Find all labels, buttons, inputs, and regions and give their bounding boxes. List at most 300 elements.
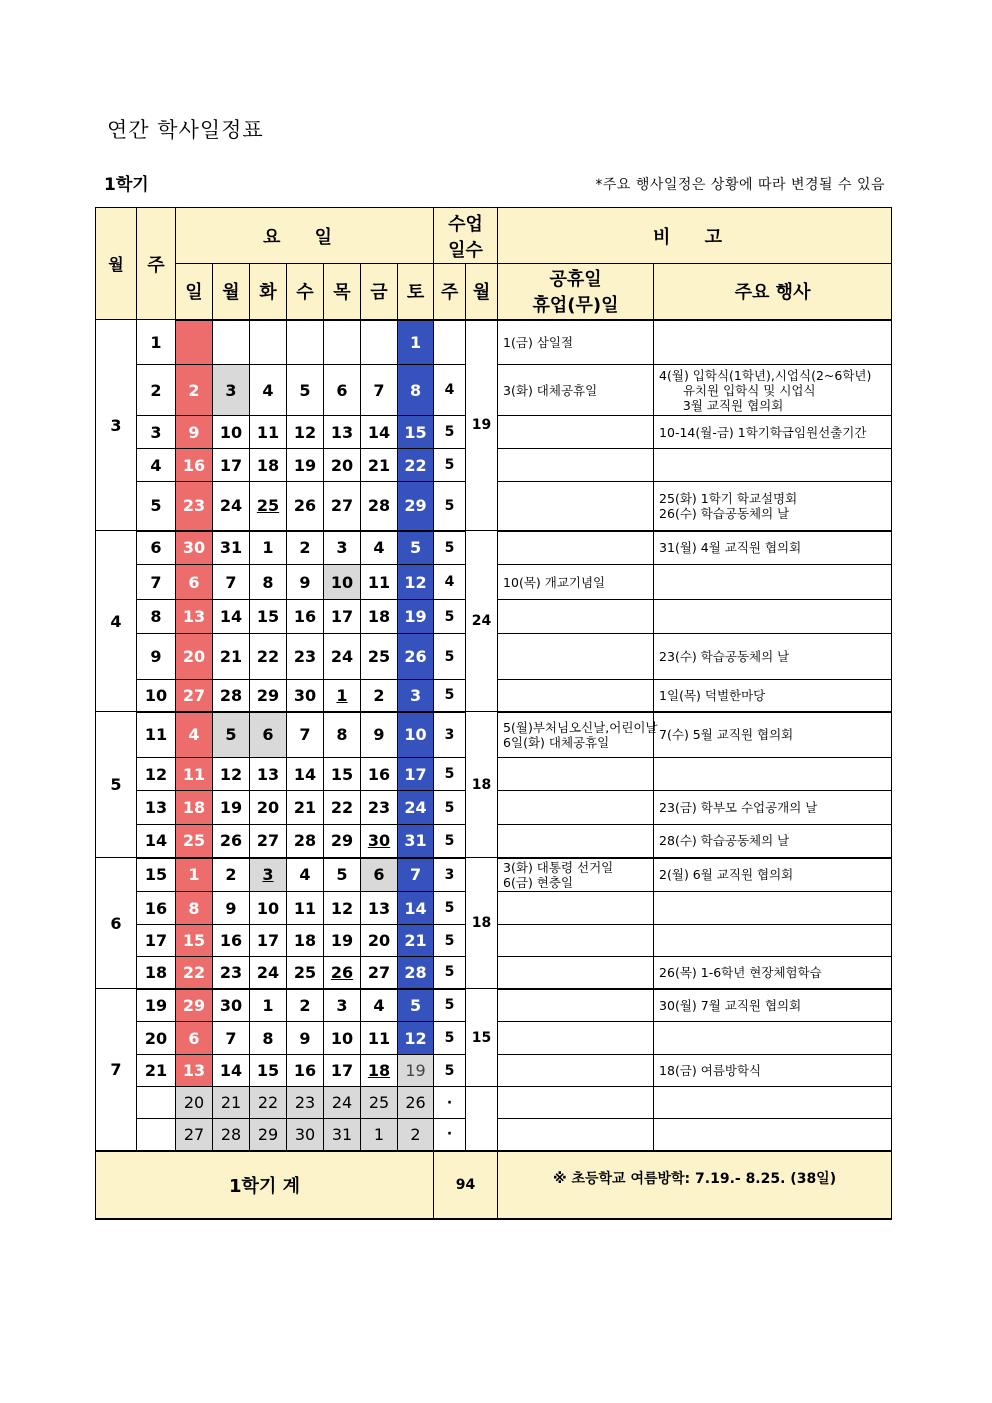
- holiday-cell: [498, 634, 654, 680]
- day-cell: [213, 1087, 250, 1119]
- day-cell: [287, 600, 324, 634]
- day-cell: [176, 712, 213, 758]
- day-cell: [287, 416, 324, 449]
- day-cell: [361, 1055, 398, 1087]
- month-cell: 7: [96, 989, 137, 1151]
- day-number: 28: [367, 496, 391, 516]
- week-number: 13: [137, 791, 176, 825]
- week-lesson-days: 5: [434, 531, 466, 565]
- semester-total-label: 1학기 계: [96, 1151, 434, 1219]
- week-number: 5: [137, 482, 176, 531]
- day-cell: [176, 1087, 213, 1119]
- holiday-cell: [498, 680, 654, 712]
- day-cell: [250, 791, 287, 825]
- events-cell: 26(목) 1-6학년 현장체험학습: [654, 957, 892, 989]
- day-cell: [361, 416, 398, 449]
- day-cell: [361, 634, 398, 680]
- events-cell: [654, 892, 892, 925]
- day-number: 20: [330, 455, 354, 475]
- day-number: 24: [404, 798, 427, 817]
- day-number: 13: [182, 1061, 206, 1080]
- day-cell: [398, 365, 434, 416]
- day-number: 8: [262, 1028, 274, 1048]
- day-number: 9: [299, 1028, 311, 1048]
- day-cell: [176, 925, 213, 957]
- day-number: 2: [299, 995, 311, 1015]
- day-number: 17: [330, 607, 354, 626]
- holiday-cell: [498, 416, 654, 449]
- day-number: 9: [373, 725, 385, 745]
- day-cell: [398, 758, 434, 791]
- week-lesson-days: 5: [434, 1022, 466, 1055]
- day-number: 3: [225, 380, 237, 400]
- day-number: 29: [182, 995, 206, 1015]
- day-cell: [213, 320, 250, 365]
- week-lesson-days: 5: [434, 600, 466, 634]
- day-number: 16: [293, 1061, 317, 1080]
- day-number: 27: [330, 496, 354, 516]
- events-cell: [654, 925, 892, 957]
- week-number: [137, 1087, 176, 1119]
- day-number: 30: [293, 685, 317, 705]
- day-cell: [324, 482, 361, 531]
- day-cell: [250, 1119, 287, 1151]
- day-cell: [324, 565, 361, 600]
- header-days-label: 요 일: [263, 226, 347, 248]
- day-cell: [287, 858, 324, 892]
- day-cell: [361, 858, 398, 892]
- day-cell: [398, 925, 434, 957]
- day-number: 7: [409, 865, 422, 885]
- week-row: [96, 531, 892, 565]
- holiday-cell: [498, 531, 654, 565]
- day-number: 18: [367, 1061, 391, 1080]
- day-number: 10: [219, 422, 243, 442]
- day-number: 12: [404, 1028, 427, 1048]
- day-number: 5: [409, 538, 422, 558]
- day-cell: [324, 957, 361, 989]
- day-cell: [213, 482, 250, 531]
- day-cell: [213, 634, 250, 680]
- day-cell: [324, 1087, 361, 1119]
- day-number: 22: [182, 962, 206, 982]
- events-cell: 7(수) 5월 교직원 협의회: [654, 712, 892, 758]
- day-cell: [213, 531, 250, 565]
- day-number: 21: [404, 931, 427, 950]
- day-number: 17: [256, 931, 280, 950]
- day-cell: [250, 565, 287, 600]
- day-cell: [250, 449, 287, 482]
- calendar-table: [95, 207, 892, 1220]
- holiday-cell: [498, 600, 654, 634]
- day-cell: [287, 449, 324, 482]
- week-number: 12: [137, 758, 176, 791]
- week-lesson-days: 5: [434, 892, 466, 925]
- header-week: 주: [137, 208, 176, 320]
- week-lesson-days: ·: [434, 1119, 466, 1151]
- events-cell: 28(수) 학습공동체의 날: [654, 825, 892, 858]
- events-cell: [654, 320, 892, 365]
- month-lesson-days: 24: [466, 531, 498, 712]
- day-cell: [176, 565, 213, 600]
- day-cell: [398, 1055, 434, 1087]
- day-cell: [250, 634, 287, 680]
- day-number: 19: [404, 607, 427, 626]
- week-number: 3: [137, 416, 176, 449]
- day-cell: [213, 1119, 250, 1151]
- day-number: 12: [404, 572, 427, 592]
- day-number: 19: [405, 1061, 426, 1080]
- week-number: 7: [137, 565, 176, 600]
- day-cell: [287, 565, 324, 600]
- day-number: 15: [256, 607, 280, 626]
- holiday-cell: [498, 758, 654, 791]
- day-number: 16: [219, 931, 243, 950]
- day-cell: [324, 1022, 361, 1055]
- day-number: 29: [256, 685, 280, 705]
- day-number: 17: [219, 455, 243, 475]
- day-cell: [176, 531, 213, 565]
- day-cell: [324, 1055, 361, 1087]
- day-cell: [398, 320, 434, 365]
- day-number: 20: [183, 1093, 205, 1112]
- week-number: 20: [137, 1022, 176, 1055]
- day-number: 20: [367, 931, 391, 950]
- day-cell: [250, 680, 287, 712]
- events-cell: 10-14(월-금) 1학기학급임원선출기간: [654, 416, 892, 449]
- day-number: 23: [182, 496, 206, 516]
- day-cell: [176, 600, 213, 634]
- holiday-cell: [498, 925, 654, 957]
- day-cell: [324, 531, 361, 565]
- day-number: 14: [219, 607, 243, 626]
- week-number: 9: [137, 634, 176, 680]
- day-cell: [176, 482, 213, 531]
- day-number: 2: [373, 685, 385, 705]
- day-cell: [287, 531, 324, 565]
- day-cell: [287, 1087, 324, 1119]
- day-number: 6: [336, 380, 348, 400]
- day-cell: [176, 957, 213, 989]
- day-number: 13: [367, 898, 391, 918]
- day-number: 4: [262, 380, 274, 400]
- day-cell: [398, 449, 434, 482]
- day-cell: [361, 600, 398, 634]
- day-number: 11: [367, 1028, 391, 1048]
- day-number: 10: [330, 1028, 354, 1048]
- day-number: 2: [188, 380, 200, 400]
- day-cell: [361, 680, 398, 712]
- day-number: 16: [293, 607, 317, 626]
- week-number: 21: [137, 1055, 176, 1087]
- day-cell: [213, 712, 250, 758]
- day-cell: [287, 957, 324, 989]
- day-cell: [361, 758, 398, 791]
- day-cell: [176, 858, 213, 892]
- day-number: 31: [219, 538, 243, 558]
- day-number: 23: [367, 798, 391, 817]
- holiday-cell: [498, 449, 654, 482]
- holiday-cell: [498, 825, 654, 858]
- week-lesson-days: 5: [434, 1055, 466, 1087]
- events-cell: 23(수) 학습공동체의 날: [654, 634, 892, 680]
- day-cell: [324, 925, 361, 957]
- month-lesson-days: 18: [466, 858, 498, 989]
- day-number: 4: [373, 995, 385, 1015]
- events-cell: [654, 600, 892, 634]
- day-cell: [250, 365, 287, 416]
- day-number: 25: [367, 647, 391, 666]
- day-number: 13: [256, 764, 280, 784]
- day-number: 19: [219, 798, 243, 817]
- day-number: 27: [367, 962, 391, 982]
- day-number: 1: [336, 685, 348, 705]
- week-number: [137, 1119, 176, 1151]
- day-cell: [398, 1022, 434, 1055]
- day-number: 24: [256, 962, 280, 982]
- week-lesson-days: 5: [434, 416, 466, 449]
- day-number: 28: [220, 1124, 242, 1144]
- day-number: 25: [293, 962, 317, 982]
- day-number: 18: [367, 607, 391, 626]
- day-number: 27: [182, 685, 206, 705]
- day-cell: [324, 989, 361, 1022]
- week-lesson-days: 3: [434, 712, 466, 758]
- header-sat: 토: [398, 264, 434, 320]
- day-number: 7: [299, 725, 311, 745]
- day-cell: [176, 634, 213, 680]
- day-cell: [250, 600, 287, 634]
- header-holidays: [498, 264, 654, 320]
- day-cell: [398, 1087, 434, 1119]
- day-number: 8: [262, 572, 274, 592]
- events-cell: 4(월) 입학식(1학년),시업식(2~6학년) 유치원 입학식 및 시업식 3월 교직원 협의회: [654, 365, 892, 416]
- week-lesson-days: 5: [434, 634, 466, 680]
- day-number: 14: [219, 1061, 243, 1080]
- day-cell: [250, 482, 287, 531]
- day-number: 4: [188, 725, 200, 745]
- day-number: 22: [330, 798, 354, 817]
- day-number: 25: [256, 496, 280, 516]
- day-cell: [213, 365, 250, 416]
- holiday-cell: 3(화) 대통령 선거일 6(금) 현충일: [498, 858, 654, 892]
- day-number: 3: [262, 865, 274, 885]
- holiday-cell: [498, 1087, 654, 1119]
- day-number: 19: [293, 455, 317, 475]
- day-number: 20: [182, 647, 206, 666]
- week-row: [96, 712, 892, 758]
- week-row: [96, 320, 892, 365]
- day-cell: [361, 791, 398, 825]
- month-lesson-days: 18: [466, 712, 498, 858]
- events-cell: 25(화) 1학기 학교설명회 26(수) 학습공동체의 날: [654, 482, 892, 531]
- header-per-week: 주: [434, 264, 466, 320]
- day-number: 22: [404, 455, 427, 475]
- month-cell: 5: [96, 712, 137, 858]
- header-remarks-label: 비 고: [653, 226, 737, 248]
- day-cell: [398, 482, 434, 531]
- day-cell: [361, 1119, 398, 1151]
- day-cell: [287, 365, 324, 416]
- day-cell: [324, 825, 361, 858]
- day-number: 25: [368, 1093, 390, 1112]
- week-lesson-days: 5: [434, 989, 466, 1022]
- day-cell: [361, 712, 398, 758]
- day-number: 15: [182, 931, 206, 950]
- day-cell: [250, 892, 287, 925]
- day-number: 9: [299, 572, 311, 592]
- day-number: 23: [294, 1093, 316, 1112]
- header-lesson-days-line1: 수업: [448, 213, 483, 235]
- day-cell: [176, 1119, 213, 1151]
- day-number: 18: [293, 931, 317, 950]
- day-cell: [176, 825, 213, 858]
- day-number: 1: [188, 865, 200, 885]
- day-number: 15: [256, 1061, 280, 1080]
- day-cell: [176, 1055, 213, 1087]
- header-events: 주요 행사: [654, 264, 892, 320]
- day-number: 28: [404, 962, 427, 982]
- day-cell: [287, 712, 324, 758]
- day-number: 26: [330, 962, 354, 982]
- events-cell: 2(월) 6월 교직원 협의회: [654, 858, 892, 892]
- week-lesson-days: 5: [434, 482, 466, 531]
- day-cell: [287, 791, 324, 825]
- events-cell: 23(금) 학부모 수업공개의 날: [654, 791, 892, 825]
- day-number: 2: [299, 538, 311, 558]
- day-cell: [361, 925, 398, 957]
- events-cell: [654, 1087, 892, 1119]
- day-cell: [361, 1022, 398, 1055]
- week-number: 16: [137, 892, 176, 925]
- day-cell: [361, 825, 398, 858]
- day-cell: [287, 482, 324, 531]
- day-cell: [213, 416, 250, 449]
- day-number: 26: [404, 647, 427, 666]
- day-cell: [361, 365, 398, 416]
- header-thu: 목: [324, 264, 361, 320]
- day-cell: [287, 1055, 324, 1087]
- holiday-cell: 10(목) 개교기념일: [498, 565, 654, 600]
- header-wed: 수: [287, 264, 324, 320]
- day-cell: [250, 858, 287, 892]
- week-number: 17: [137, 925, 176, 957]
- events-cell: 31(월) 4월 교직원 협의회: [654, 531, 892, 565]
- week-lesson-days: 5: [434, 825, 466, 858]
- day-number: 11: [293, 898, 317, 918]
- day-cell: [287, 825, 324, 858]
- day-number: 17: [404, 764, 427, 784]
- page-title: 연간 학사일정표: [107, 118, 264, 142]
- day-number: 8: [188, 898, 200, 918]
- day-cell: [213, 925, 250, 957]
- month-lesson-days: 19: [466, 320, 498, 531]
- day-cell: [287, 1022, 324, 1055]
- day-number: 2: [225, 865, 237, 885]
- header-holidays-line2: 휴업(무)일: [532, 295, 619, 317]
- day-number: 28: [219, 685, 243, 705]
- day-number: 15: [330, 764, 354, 784]
- day-cell: [213, 565, 250, 600]
- day-number: 31: [404, 831, 427, 851]
- day-number: 6: [188, 1028, 200, 1048]
- day-cell: [176, 320, 213, 365]
- day-number: 27: [256, 831, 280, 851]
- holiday-cell: [498, 989, 654, 1022]
- day-number: 4: [373, 538, 385, 558]
- day-number: 6: [262, 725, 274, 745]
- day-cell: [398, 600, 434, 634]
- events-cell: [654, 758, 892, 791]
- day-cell: [287, 892, 324, 925]
- day-number: 5: [336, 865, 348, 885]
- day-cell: [324, 600, 361, 634]
- week-lesson-days: ·: [434, 1087, 466, 1119]
- day-cell: [250, 1055, 287, 1087]
- schedule-note: *주요 행사일정은 상황에 따라 변경될 수 있음: [595, 177, 885, 193]
- week-lesson-days: 5: [434, 449, 466, 482]
- day-number: 10: [404, 725, 427, 745]
- day-number: 24: [331, 1093, 353, 1112]
- day-cell: [398, 416, 434, 449]
- day-cell: [213, 825, 250, 858]
- header-lesson-days: [434, 208, 498, 264]
- day-cell: [287, 1119, 324, 1151]
- month-lesson-days-empty: [466, 1087, 498, 1151]
- month-cell: 6: [96, 858, 137, 989]
- day-number: 16: [182, 455, 206, 475]
- week-lesson-days: 4: [434, 365, 466, 416]
- semester-label: 1학기: [104, 175, 149, 195]
- day-cell: [176, 758, 213, 791]
- month-cell: 3: [96, 320, 137, 531]
- day-cell: [176, 1022, 213, 1055]
- holiday-cell: [498, 1055, 654, 1087]
- holiday-cell: [498, 957, 654, 989]
- day-cell: [250, 825, 287, 858]
- day-cell: [361, 957, 398, 989]
- day-number: 1: [262, 538, 274, 558]
- day-number: 22: [257, 1093, 279, 1112]
- day-number: 21: [293, 798, 317, 817]
- day-number: 14: [404, 898, 427, 918]
- day-number: 2: [410, 1124, 421, 1144]
- day-cell: [250, 957, 287, 989]
- day-number: 23: [219, 962, 243, 982]
- header-days-group: [176, 208, 434, 264]
- day-cell: [324, 892, 361, 925]
- day-cell: [324, 680, 361, 712]
- day-cell: [250, 531, 287, 565]
- day-cell: [213, 449, 250, 482]
- day-cell: [213, 892, 250, 925]
- day-cell: [324, 634, 361, 680]
- day-number: 27: [183, 1124, 205, 1144]
- day-cell: [176, 416, 213, 449]
- day-number: 3: [409, 685, 422, 705]
- day-number: 30: [182, 538, 206, 558]
- day-number: 6: [188, 572, 200, 592]
- holiday-cell: [498, 1119, 654, 1151]
- day-cell: [250, 712, 287, 758]
- day-cell: [250, 320, 287, 365]
- semester-total-days: 94: [434, 1151, 498, 1219]
- header-sun: 일: [176, 264, 213, 320]
- day-cell: [287, 758, 324, 791]
- week-row: [96, 989, 892, 1022]
- day-number: 21: [220, 1093, 242, 1112]
- day-cell: [361, 989, 398, 1022]
